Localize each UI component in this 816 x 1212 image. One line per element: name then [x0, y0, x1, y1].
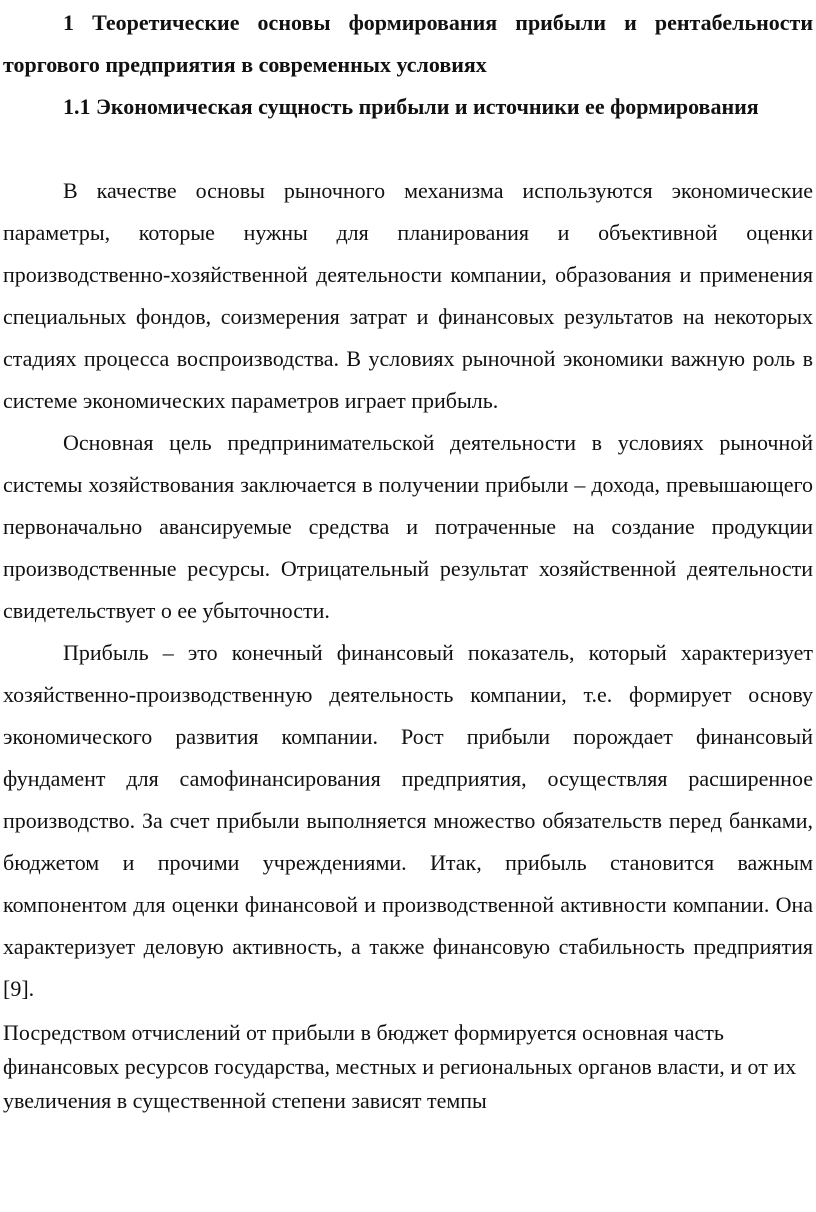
- blank-line: [3, 128, 813, 170]
- paragraph-2: Основная цель предпринимательской деятельности в условиях рыночной системы хозяйствования заключается в получении прибыли – дохода, превышающего первоначально авансируемые средства и потраченные на создание продукции производственные ресурсы. Отрицательный результат хозяйственной деятельности свидетельствует о ее убыточности.: [3, 430, 813, 623]
- section-heading: 1.1 Экономическая сущность прибыли и источники ее формирования: [63, 94, 759, 119]
- paragraph-4: Посредством отчислений от прибыли в бюджет формируется основная часть финансовых ресурсов государства, местных и региональных органов власти, и от их увеличения в существенной степени зависят темпы: [3, 1020, 797, 1113]
- paragraph-3: Прибыль – это конечный финансовый показатель, который характеризует хозяйственно-производственную деятельность компании, т.е. формирует основу экономического развития компании. Рост прибыли порождает финансовый фундамент для самофинансирования предприятия, осуществляя расширенное производство. За счет прибыли выполняется множество обязательств перед банками, бюджетом и прочими учреждениями. Итак, прибыль становится важным компонентом для оценки финансовой и производственной активности компании. Она характеризует деловую активность, а также финансовую стабильность предприятия [9].: [3, 640, 813, 1001]
- paragraph-1: В качестве основы рыночного механизма используются экономические параметры, которые нужны для планирования и объективной оценки производственно-хозяйственной деятельности компании, образования и применения специальных фондов, соизмерения затрат и финансовых результатов на некоторых стадиях процесса воспроизводства. В условиях рыночной экономики важную роль в системе экономических параметров играет прибыль.: [3, 178, 813, 413]
- chapter-heading: 1 Теоретические основы формирования прибыли и рентабельности торгового предприятия в современных условиях: [3, 10, 813, 77]
